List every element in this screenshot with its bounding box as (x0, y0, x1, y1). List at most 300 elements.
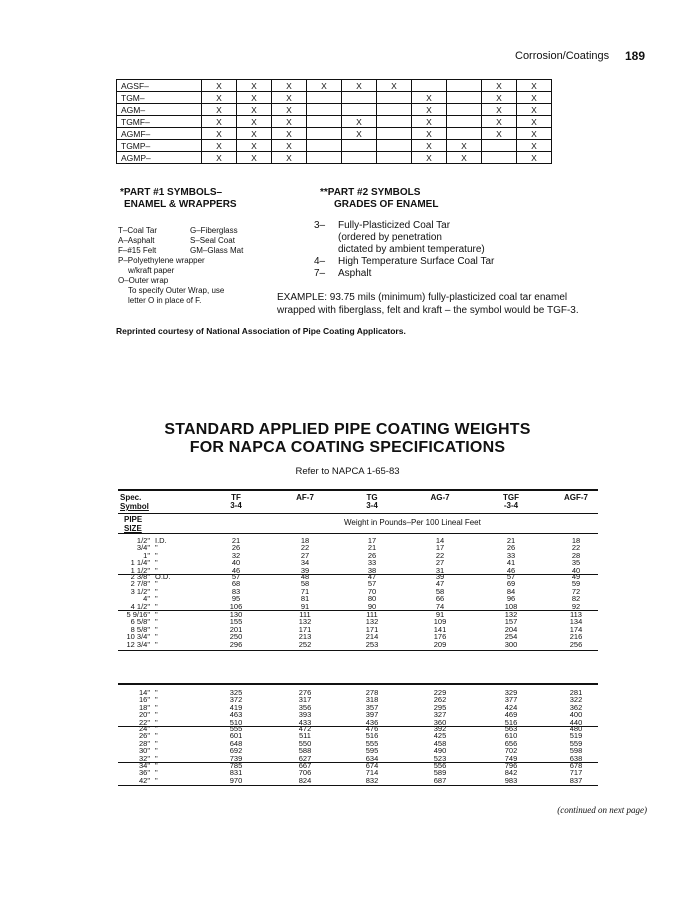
weight-value: 563 (504, 724, 518, 733)
weight-value: 634 (365, 753, 379, 763)
weight-value: 201 (229, 624, 243, 634)
weight-value: 476 (365, 724, 379, 733)
pipe-dimension: " (155, 543, 158, 553)
weight-value: 322 (569, 695, 583, 705)
grade-text: (ordered by penetration (338, 232, 442, 243)
weight-value: 472 (298, 724, 312, 733)
weight-value: 130 (229, 610, 243, 619)
example-text: EXAMPLE: 93.75 mils (minimum) fully-plasticized coal tar enamel wrapped with fiberglass, felt and kraft – the symbol would be TGF-3. (277, 292, 579, 316)
pipe-size: 1" (143, 550, 150, 560)
pipe-dimension: " (155, 746, 158, 756)
pipe-dimension: " (155, 601, 158, 611)
weight-value: 317 (298, 695, 312, 705)
pipe-size: 4" (143, 594, 150, 604)
weight-value: 842 (504, 768, 518, 778)
symbol-cell (447, 80, 482, 92)
symbol-cell (342, 104, 377, 116)
table-rule (118, 650, 598, 651)
weight-value: 276 (298, 688, 312, 697)
symbol-row (117, 128, 552, 140)
column-header: TF (231, 493, 241, 502)
symbol-cell: X (482, 80, 517, 92)
pipe-size: 1 1/4" (130, 558, 150, 568)
symbol-cell: X (412, 116, 447, 128)
symbol-cell: X (202, 92, 237, 104)
symbol-cell: X (202, 104, 237, 116)
part1-legend-title (120, 187, 237, 211)
pipe-size: 26" (138, 731, 150, 741)
weight-value: 983 (504, 775, 518, 785)
symbol-row (117, 92, 552, 104)
unit-label: Weight in Pounds–Per 100 Lineal Feet (344, 518, 481, 527)
weight-value: 598 (569, 746, 583, 756)
weight-value: 22 (435, 550, 445, 560)
weight-value: 57 (231, 572, 241, 581)
code-felt: F–#15 Felt (118, 246, 157, 255)
weight-value: 26 (231, 543, 241, 553)
code-polyethylene-cont: w/kraft paper (128, 266, 175, 275)
pipe-size: 2 7/8" (130, 579, 150, 589)
weight-value: 33 (506, 550, 516, 560)
weight-value: 327 (433, 710, 447, 720)
weight-value: 832 (365, 775, 379, 785)
symbol-cell (377, 104, 412, 116)
weight-value: 32 (231, 550, 241, 560)
code-glass-mat: GM–Glass Mat (190, 246, 244, 255)
weight-value: 706 (298, 768, 312, 778)
symbol-cell: X (202, 140, 237, 152)
symbol-cell: X (237, 128, 272, 140)
weight-value: 638 (569, 753, 583, 763)
size-label: SIZE (124, 524, 142, 533)
weight-value: 970 (229, 775, 243, 785)
weight-value: 57 (506, 572, 516, 581)
weight-value: 41 (506, 558, 516, 568)
symbol-cell: X (202, 80, 237, 92)
column-header: AF-7 (296, 493, 314, 502)
weight-value: 38 (367, 565, 377, 575)
weight-value: 595 (365, 746, 379, 756)
part2-title-line2: GRADES OF ENAMEL (334, 199, 439, 210)
symbol-cell: X (412, 104, 447, 116)
symbol-cell (412, 80, 447, 92)
symbol-row-label: TGM– (117, 92, 202, 104)
code-seal-coat: S–Seal Coat (190, 236, 235, 245)
weight-value: 111 (366, 610, 378, 619)
symbol-cell: X (272, 152, 307, 164)
weight-value: 171 (298, 624, 312, 634)
weight-value: 667 (298, 761, 312, 770)
weight-value: 71 (300, 586, 310, 596)
symbol-cell (377, 92, 412, 104)
weight-value: 46 (506, 565, 516, 575)
weight-value: 21 (231, 536, 241, 545)
pipe-dimension: " (155, 558, 158, 568)
weight-value: 132 (504, 610, 518, 619)
weight-value: 362 (569, 702, 583, 712)
pipe-size: 22" (138, 717, 150, 727)
part1-title-line1: *PART #1 SYMBOLS– (120, 187, 223, 198)
weight-value: 27 (300, 550, 310, 560)
symbol-cell (307, 140, 342, 152)
weight-value: 674 (365, 761, 379, 770)
weight-value: 556 (433, 761, 447, 770)
symbol-cell: X (412, 128, 447, 140)
symbol-row (117, 104, 552, 116)
weight-value: 252 (298, 639, 312, 649)
weight-value: 516 (365, 731, 379, 741)
table-rule (118, 683, 598, 685)
symbol-row (117, 80, 552, 92)
weight-value: 392 (433, 724, 447, 733)
grade-item (314, 220, 494, 256)
outer-wrap-note-1: To specify Outer Wrap, use (128, 286, 225, 295)
weight-value: 397 (365, 710, 379, 720)
weight-value: 48 (300, 572, 310, 581)
weight-value: 214 (365, 632, 379, 642)
weight-value: 510 (229, 717, 243, 727)
grade-item (314, 256, 494, 268)
weight-value: 17 (435, 543, 445, 553)
weight-value: 656 (504, 738, 518, 748)
weight-value: 229 (433, 688, 447, 697)
symbol-cell (307, 128, 342, 140)
pipe-dimension: " (155, 610, 158, 619)
part2-legend-title (320, 187, 438, 211)
symbol-cell: X (342, 116, 377, 128)
weight-value: 702 (504, 746, 518, 756)
pipe-dimension: " (155, 731, 158, 741)
weight-value: 648 (229, 738, 243, 748)
symbol-cell (342, 152, 377, 164)
symbol-row-label: AGSF– (117, 80, 202, 92)
weight-value: 400 (569, 710, 583, 720)
column-header: TG (366, 493, 378, 502)
running-header-section: Corrosion/Coatings (515, 50, 610, 62)
weight-value: 39 (300, 565, 310, 575)
weight-value: 424 (504, 702, 518, 712)
symbol-cell: X (237, 80, 272, 92)
weight-value: 17 (367, 536, 377, 545)
pipe-size: 42" (138, 775, 150, 785)
weight-value: 204 (504, 624, 518, 634)
weight-value: 26 (367, 550, 377, 560)
symbol-cell (307, 92, 342, 104)
weight-value: 28 (571, 550, 581, 560)
symbol-row-label: TGMP– (117, 140, 202, 152)
symbol-row (117, 116, 552, 128)
symbol-cell: X (342, 128, 377, 140)
part2-title-line1: **PART #2 SYMBOLS (320, 187, 421, 198)
symbol-cell: X (517, 116, 552, 128)
weight-value: 523 (433, 753, 447, 763)
pipe-size: 34" (138, 761, 150, 770)
weight-value: 511 (299, 731, 311, 741)
weight-value: 687 (433, 775, 447, 785)
pipe-dimension: " (155, 688, 158, 697)
symbol-cell: X (272, 116, 307, 128)
pipe-size: 36" (138, 768, 150, 778)
symbol-cell: X (517, 80, 552, 92)
weight-value: 796 (504, 761, 518, 770)
symbol-cell: X (412, 92, 447, 104)
symbol-cell: X (237, 152, 272, 164)
weight-value: 58 (435, 586, 445, 596)
symbol-cell (377, 140, 412, 152)
weight-value: 27 (435, 558, 445, 568)
weight-value: 278 (365, 688, 379, 697)
weight-value: 109 (433, 617, 447, 627)
symbol-cell: X (482, 128, 517, 140)
weight-value: 34 (300, 558, 310, 568)
symbol-cell: X (412, 152, 447, 164)
weight-value: 82 (571, 594, 581, 604)
weight-value: 329 (504, 688, 518, 697)
weight-value: 18 (571, 536, 581, 545)
weight-value: 74 (435, 601, 445, 611)
weight-value: 300 (504, 639, 518, 649)
weights-title (0, 421, 695, 457)
weight-value: 84 (506, 586, 516, 596)
symbol-cell (342, 140, 377, 152)
weight-value: 47 (435, 579, 445, 589)
symbol-cell: X (237, 140, 272, 152)
symbol-label: Symbol (120, 502, 149, 511)
symbol-cell (307, 104, 342, 116)
pipe-size: 8 5/8" (130, 624, 150, 634)
weight-value: 69 (506, 579, 516, 589)
weight-value: 837 (569, 775, 583, 785)
weight-value: 550 (298, 738, 312, 748)
column-header: AG-7 (430, 493, 450, 502)
pipe-dimension: " (155, 632, 158, 642)
weight-value: 80 (367, 594, 377, 604)
symbol-cell: X (237, 92, 272, 104)
weights-title-line2: FOR NAPCA COATING SPECIFICATIONS (189, 439, 506, 456)
pipe-size: 6 5/8" (130, 617, 150, 627)
symbol-cell: X (237, 116, 272, 128)
symbol-cell (307, 116, 342, 128)
weight-value: 132 (298, 617, 312, 627)
symbol-row-label: AGM– (117, 104, 202, 116)
weight-value: 318 (365, 695, 379, 705)
weight-value: 96 (506, 594, 516, 604)
pipe-dimension: " (155, 710, 158, 720)
enamel-grades-list (314, 220, 494, 280)
weight-value: 325 (229, 688, 243, 697)
weight-value: 555 (365, 738, 379, 748)
symbol-cell: X (517, 92, 552, 104)
enamel-wrapper-codes (118, 226, 243, 306)
pipe-size: 3 1/2" (130, 586, 150, 596)
pipe-size: 18" (138, 702, 150, 712)
symbol-cell: X (272, 104, 307, 116)
weight-value: 419 (229, 702, 243, 712)
weight-value: 83 (231, 586, 241, 596)
symbol-cell: X (272, 92, 307, 104)
pipe-dimension: " (155, 639, 158, 649)
refer-line: Refer to NAPCA 1-65-83 (295, 466, 400, 477)
weight-value: 40 (231, 558, 241, 568)
weight-value: 216 (569, 632, 583, 642)
weight-value: 516 (504, 717, 518, 727)
weight-value: 31 (435, 565, 445, 575)
table-rule (118, 489, 598, 491)
weight-value: 295 (433, 702, 447, 712)
pipe-size: 14" (138, 688, 150, 697)
weight-value: 209 (433, 639, 447, 649)
symbol-cell (447, 128, 482, 140)
weight-value: 35 (571, 558, 581, 568)
weight-value: 22 (300, 543, 310, 553)
symbol-cell (377, 152, 412, 164)
grade-number: 4– (314, 256, 326, 267)
weight-value: 213 (298, 632, 312, 642)
pipe-size: 20" (138, 710, 150, 720)
pipe-size: 32" (138, 753, 150, 763)
weight-value: 254 (504, 632, 518, 642)
weight-value: 250 (229, 632, 243, 642)
weight-value: 463 (229, 710, 243, 720)
pipe-dimension: " (155, 717, 158, 727)
symbol-table (116, 79, 552, 164)
symbol-cell: X (202, 116, 237, 128)
symbol-cell: X (202, 128, 237, 140)
column-header: TGF (503, 493, 519, 502)
weight-value: 436 (365, 717, 379, 727)
grade-text: dictated by ambient temperature) (338, 244, 485, 255)
pipe-dimension: " (155, 724, 158, 733)
symbol-cell: X (237, 104, 272, 116)
pipe-dimension: " (155, 550, 158, 560)
part1-title-line2: ENAMEL & WRAPPERS (124, 199, 237, 210)
weight-value: 33 (367, 558, 377, 568)
weights-title-line1: STANDARD APPLIED PIPE COATING WEIGHTS (164, 421, 531, 438)
weight-value: 46 (231, 565, 241, 575)
grade-text: Fully-Plasticized Coal Tar (338, 220, 451, 231)
symbol-cell: X (482, 104, 517, 116)
weight-value: 739 (229, 753, 243, 763)
pipe-dimension: " (155, 624, 158, 634)
pipe-size: 3/4" (136, 543, 150, 553)
weight-value: 356 (298, 702, 312, 712)
symbol-row (117, 140, 552, 152)
weight-value: 59 (571, 579, 581, 589)
column-subheader: 3-4 (366, 501, 378, 510)
weight-value: 357 (365, 702, 379, 712)
symbol-cell (447, 104, 482, 116)
symbol-cell (482, 140, 517, 152)
symbol-cell (447, 92, 482, 104)
weight-value: 785 (229, 761, 243, 770)
pipe-dimension: " (155, 695, 158, 705)
weight-value: 21 (367, 543, 377, 553)
weight-value: 108 (504, 601, 518, 611)
weight-value: 113 (570, 610, 582, 619)
weight-value: 90 (367, 601, 377, 611)
pipe-dimension: " (155, 775, 158, 785)
pipe-label: PIPE (124, 515, 143, 524)
symbol-cell: X (482, 92, 517, 104)
weight-value: 111 (299, 610, 311, 619)
pipe-dimension: " (155, 753, 158, 763)
weight-value: 281 (569, 688, 583, 697)
outer-wrap-note-2: letter O in place of F. (128, 296, 202, 305)
weight-value: 519 (569, 731, 583, 741)
symbol-cell (482, 152, 517, 164)
weight-value: 555 (229, 724, 243, 733)
page-number: 189 (625, 49, 646, 63)
pipe-dimension: " (155, 579, 158, 589)
weight-value: 70 (367, 586, 377, 596)
symbol-row-label: TGMF– (117, 116, 202, 128)
code-polyethylene: P–Polyethylene wrapper (118, 256, 205, 265)
pipe-dimension: " (155, 586, 158, 596)
table-rule (118, 785, 598, 786)
weight-value: 132 (365, 617, 379, 627)
weight-value: 176 (433, 632, 447, 642)
symbol-cell: X (447, 140, 482, 152)
pipe-dimension: " (155, 702, 158, 712)
pipe-size: 28" (138, 738, 150, 748)
weight-value: 831 (229, 768, 243, 778)
weight-value: 58 (300, 579, 310, 589)
weight-value: 296 (229, 639, 243, 649)
weight-value: 106 (229, 601, 243, 611)
weight-value: 627 (298, 753, 312, 763)
weight-value: 440 (569, 717, 583, 727)
symbol-cell: X (377, 80, 412, 92)
weight-value: 91 (435, 610, 445, 619)
column-subheader: -3-4 (503, 501, 519, 510)
weight-value: 92 (571, 601, 581, 611)
weight-value: 155 (229, 617, 243, 627)
pipe-dimension: " (155, 594, 158, 604)
weight-value: 26 (506, 543, 516, 553)
weight-value: 360 (433, 717, 447, 727)
weight-value: 610 (504, 731, 518, 741)
symbol-cell: X (272, 140, 307, 152)
weight-value: 66 (435, 594, 445, 604)
weight-value: 253 (365, 639, 379, 649)
code-outer-wrap: O–Outer wrap (118, 276, 169, 285)
weight-value: 22 (571, 543, 581, 553)
grade-text: High Temperature Surface Coal Tar (338, 256, 495, 267)
pipe-size: 16" (138, 695, 150, 705)
symbol-cell (307, 152, 342, 164)
weight-value: 490 (433, 746, 447, 756)
symbol-cell: X (517, 104, 552, 116)
symbol-cell: X (272, 80, 307, 92)
weight-value: 588 (298, 746, 312, 756)
pipe-size: 10 3/4" (126, 632, 150, 642)
weight-value: 39 (435, 572, 445, 581)
pipe-dimension: " (155, 768, 158, 778)
weight-value: 692 (229, 746, 243, 756)
pipe-size: 24" (138, 724, 150, 733)
symbol-cell (377, 116, 412, 128)
grade-text: Asphalt (338, 268, 372, 279)
weight-value: 433 (298, 717, 312, 727)
weight-value: 57 (367, 579, 377, 589)
weight-value: 458 (433, 738, 447, 748)
pipe-dimension: " (155, 617, 158, 627)
pipe-dimension: " (155, 761, 158, 770)
symbol-row-label: AGMF– (117, 128, 202, 140)
continued-note: (continued on next page) (557, 805, 647, 815)
pipe-dimension: O.D. (155, 572, 171, 581)
weight-value: 469 (504, 710, 518, 720)
